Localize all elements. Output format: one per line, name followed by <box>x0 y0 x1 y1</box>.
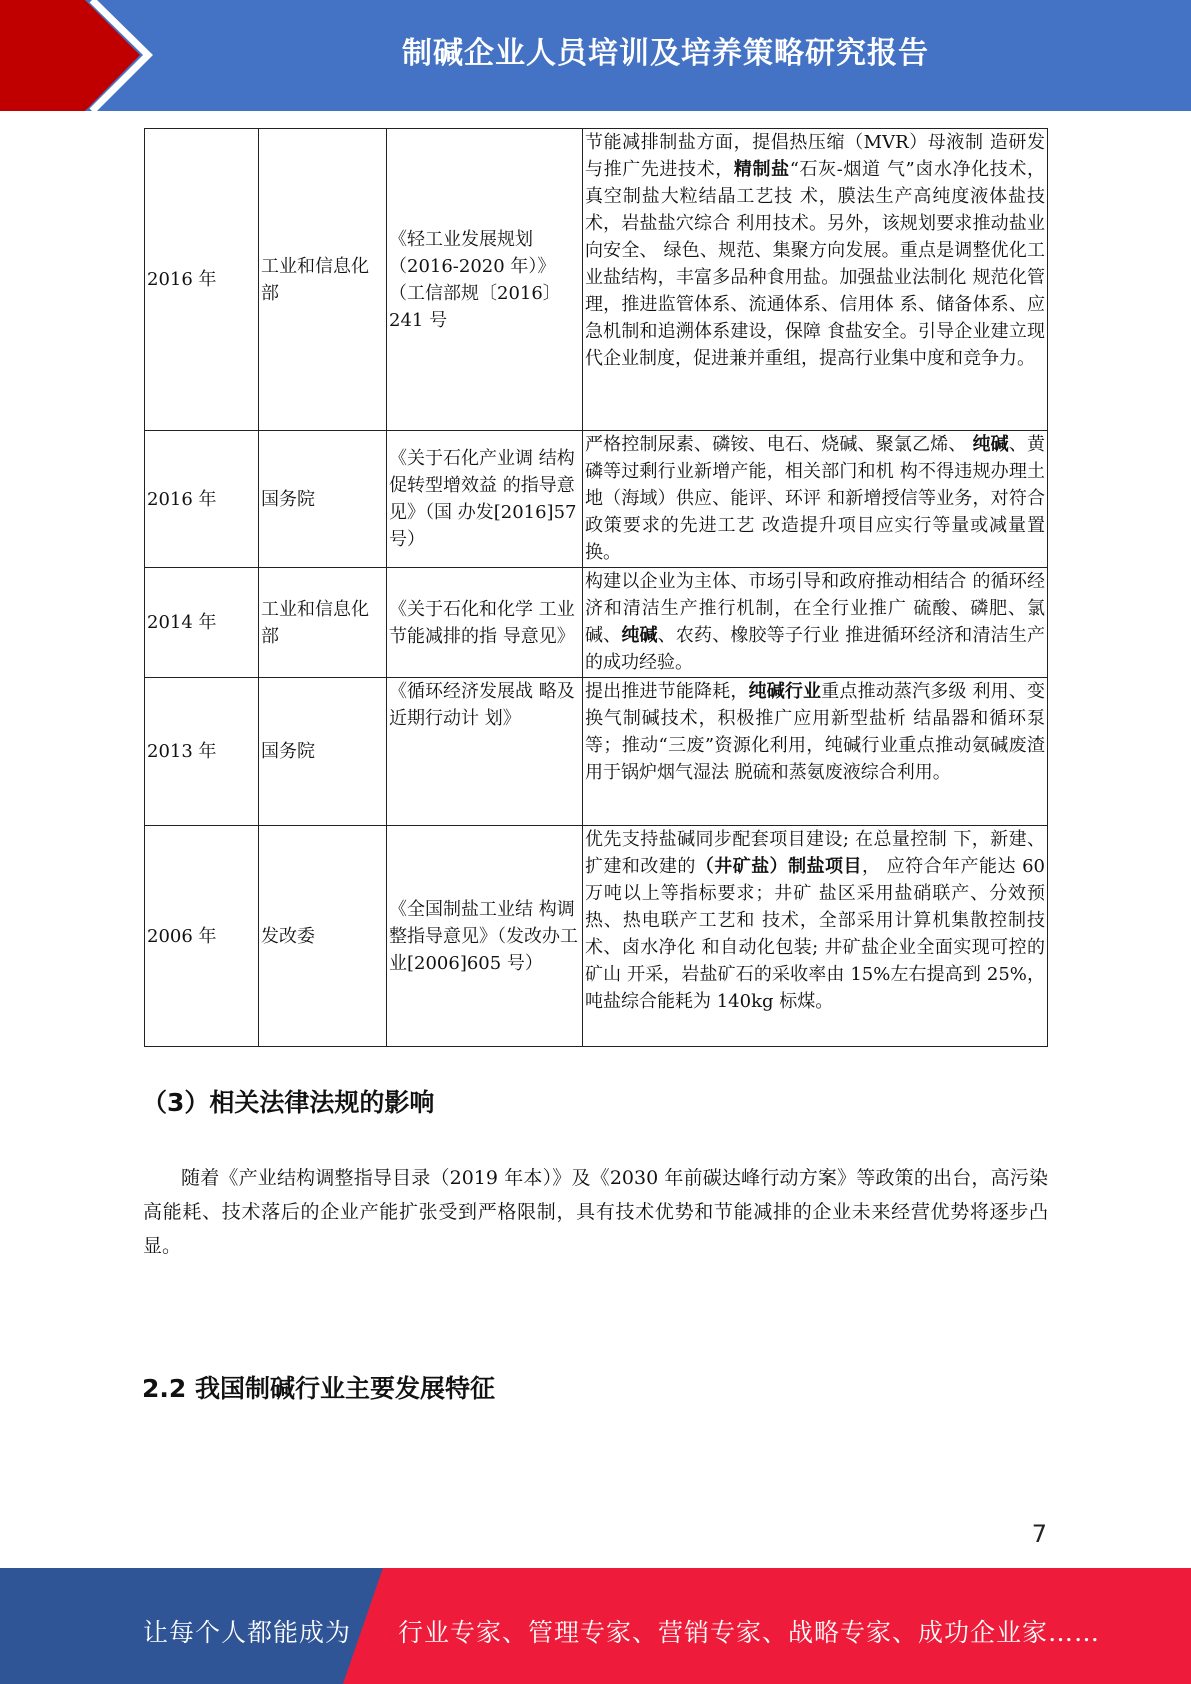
footer-slogan-right: 行业专家、管理专家、营销专家、战略专家、成功企业家…… <box>398 1618 1101 1647</box>
bold-keyword: 精制盐 <box>733 159 790 180</box>
year-cell: 2006 年 <box>145 826 259 1047</box>
department-cell: 工业和信息化部 <box>259 568 387 678</box>
page-number: 7 <box>1031 1520 1047 1548</box>
body-paragraph: 随着《产业结构调整指导目录（2019 年本）》及《2030 年前碳达峰行动方案》等政策的出台，高污染高能耗、技术落后的企业产能扩张受到严格限制，具有技术优势和节能减排的企业未来经营优势将逐步凸显。 <box>143 1167 1048 1257</box>
content-cell <box>583 568 1048 678</box>
content-cell <box>583 129 1048 431</box>
content-text: 、黄磷等过剩行业新增产能，相关部门和机 构不得违规办理土地（海域）供应、能评、环评 和新增授信等业务，对符合政策要求的先进工艺 改造提升项目应实行等量或减量置换。 <box>585 434 1045 563</box>
report-title: 制碱企业人员培训及培养策略研究报告 <box>402 36 929 71</box>
department-cell: 工业和信息化部 <box>259 129 387 431</box>
content-text: 优先支持盐碱同步配套项目建设; 在总量控制 下，新建、扩建和改建的 <box>585 829 1045 877</box>
content-cell <box>583 678 1048 826</box>
bold-keyword: （井矿盐）制盐项目 <box>695 856 862 877</box>
table-row <box>145 826 1048 1047</box>
content-text: 提出推进节能降耗， <box>585 681 749 702</box>
content-text: 构建以企业为主体、市场引导和政府推动相结合 的循环经济和清洁生产推行机制，在全行业推广 硫酸、磷肥、氯碱、 <box>585 571 1045 646</box>
bold-keyword: 纯碱 <box>972 434 1009 455</box>
document-cell: 《关于石化和化学 工业节能减排的指 导意见》 <box>387 568 583 678</box>
document-cell: 《关于石化产业调 结构促转型增效益 的指导意见》（国 办发[2016]57 号） <box>387 431 583 568</box>
content-cell <box>583 431 1048 568</box>
document-cell: 《全国制盐工业结 构调整指导意见》（发改办工业[2006]605 号） <box>387 826 583 1047</box>
bold-keyword: 纯碱 <box>621 625 658 646</box>
table-row <box>145 568 1048 678</box>
chapter-heading: 2.2 我国制碱行业主要发展特征 <box>142 1374 495 1403</box>
document-cell: 《轻工业发展规划（2016-2020 年）》（工信部规〔2016〕241 号 <box>387 129 583 431</box>
year-cell: 2014 年 <box>145 568 259 678</box>
content-text: 、农药、橡胶等子行业 推进循环经济和清洁生产的成功经验。 <box>585 625 1045 673</box>
department-cell: 国务院 <box>259 678 387 826</box>
policy-table <box>144 128 1048 1047</box>
year-cell: 2013 年 <box>145 678 259 826</box>
content-cell <box>583 826 1048 1047</box>
footer-slogan-left: 让每个人都能成为 <box>143 1618 352 1647</box>
department-cell: 国务院 <box>259 431 387 568</box>
table-row <box>145 129 1048 431</box>
department-cell: 发改委 <box>259 826 387 1047</box>
content-text: 节能减排制盐方面，提倡热压缩（MVR）母液制 造研发与推广先进技术， <box>585 132 1045 180</box>
table-row <box>145 431 1048 568</box>
content-text: ， 应符合年产能达 60 万吨以上等指标要求；井矿 盐区采用盐硝联产、分效预热、热电联产工艺和 技术，全部采用计算机集散控制技术、卤水净化 和自动化包装; 井矿盐企业全面实现可控的矿山 开采，岩盐矿石的采收率由 15%左右提高到 25%，吨盐综合能耗为 140kg 标煤。 <box>585 856 1046 1012</box>
year-cell: 2016 年 <box>145 129 259 431</box>
page-footer <box>0 1568 1191 1684</box>
content-text: 严格控制尿素、磷铵、电石、烧碱、聚氯乙烯、 <box>585 434 973 455</box>
table-row <box>145 678 1048 826</box>
page-header <box>0 0 1191 111</box>
year-cell: 2016 年 <box>145 431 259 568</box>
content-text: 重点推动蒸汽多级 利用、变换气制碱技术，积极推广应用新型盐析 结晶器和循环泵等；推动“三废”资源化利用，纯碱行业重点推动氨碱废渣用于锅炉烟气湿法 脱硫和蒸氨废液综合利用。 <box>585 681 1046 783</box>
content-text: “石灰-烟道 气”卤水净化技术，真空制盐大粒结晶工艺技 术，膜法生产高纯度液体盐技术，岩盐盐穴综合 利用技术。另外，该规划要求推动盐业向安全、 绿色、规范、集聚方向发展。重点是调整优化工 业盐结构，丰富多品种食用盐。加强盐业法制化 规范化管理，推进监管体系、流通体系、信用体 系、储备体系、应急机制和追溯体系建设，保障 食盐安全。引导企业建立现代企业制度，促进兼并重组，提高行业集中度和竞争力。 <box>585 159 1045 369</box>
bold-keyword: 纯碱行业 <box>748 681 822 702</box>
section-heading: （3）相关法律法规的影响 <box>142 1088 435 1117</box>
document-cell: 《循环经济发展战 略及近期行动计 划》 <box>387 678 583 826</box>
